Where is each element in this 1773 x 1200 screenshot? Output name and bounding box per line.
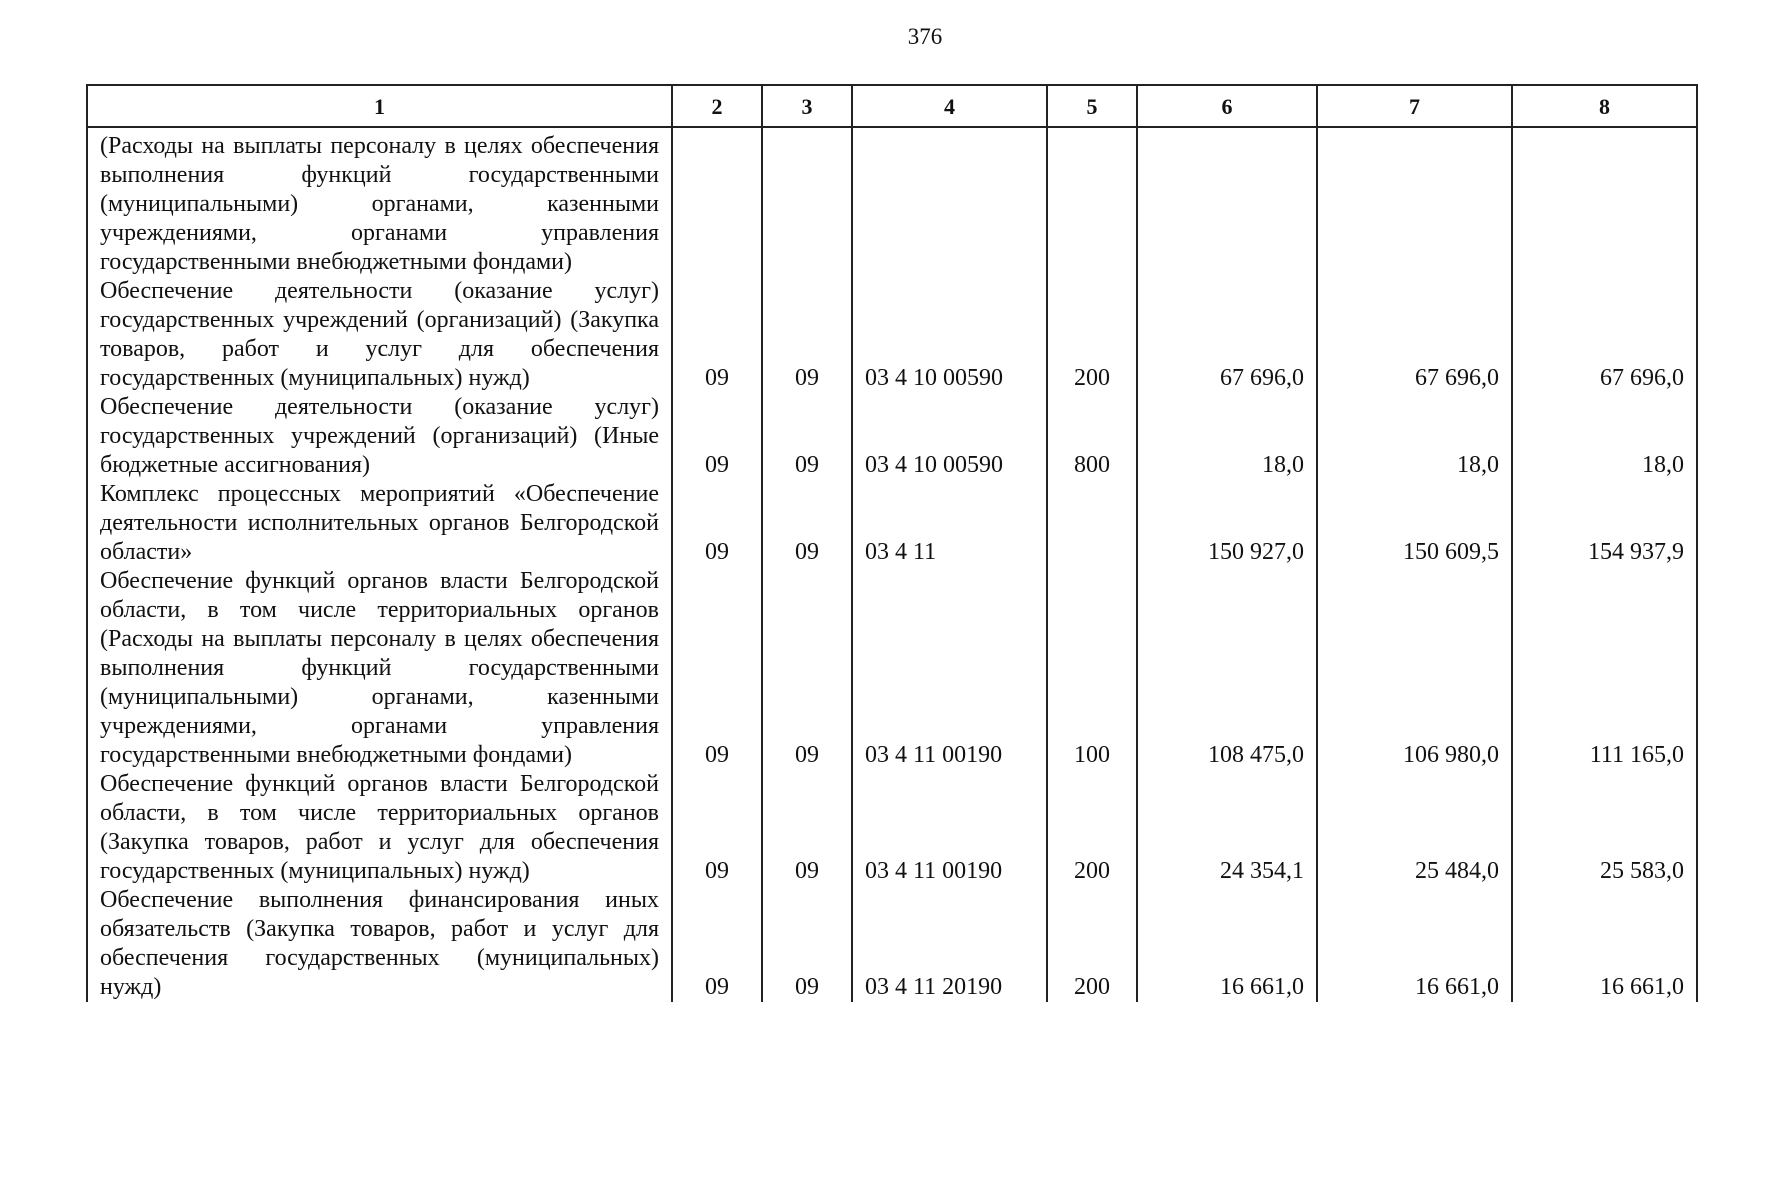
column-header-7: 7 — [1317, 85, 1512, 127]
expense-name: Обеспечение деятельности (оказание услуг) государственных учреждений (организаций) (Иные бюджетные ассигнования) — [87, 393, 672, 480]
target-article-code: 03 4 11 — [852, 480, 1047, 567]
expense-type-code: 200 — [1047, 886, 1137, 1002]
expense-name: Обеспечение функций органов власти Белгородской области, в том числе территориальных органов (Расходы на выплаты персоналу в целях обеспечения выполнения функций государственными (муниципальными) органами, казенными учреждениями, органами управления государственными внебюджетными фондами) — [87, 567, 672, 770]
target-article-code: 03 4 10 00590 — [852, 277, 1047, 393]
header-row — [87, 85, 1697, 127]
expense-type-code — [1047, 127, 1137, 277]
subsection-code — [762, 127, 852, 277]
table-body — [87, 127, 1697, 1002]
amount-col-6: 67 696,0 — [1137, 277, 1317, 393]
amount-col-6: 24 354,1 — [1137, 770, 1317, 886]
amount-col-8 — [1512, 127, 1697, 277]
section-code: 09 — [672, 770, 762, 886]
expense-type-code: 200 — [1047, 277, 1137, 393]
column-header-6: 6 — [1137, 85, 1317, 127]
subsection-code: 09 — [762, 567, 852, 770]
expense-type-code: 200 — [1047, 770, 1137, 886]
amount-col-7: 106 980,0 — [1317, 567, 1512, 770]
amount-col-8: 67 696,0 — [1512, 277, 1697, 393]
table-row — [87, 567, 1697, 770]
amount-col-8: 16 661,0 — [1512, 886, 1697, 1002]
amount-col-7: 67 696,0 — [1317, 277, 1512, 393]
amount-col-7 — [1317, 127, 1512, 277]
amount-col-7: 16 661,0 — [1317, 886, 1512, 1002]
column-header-3: 3 — [762, 85, 852, 127]
amount-col-8: 18,0 — [1512, 393, 1697, 480]
column-header-1: 1 — [87, 85, 672, 127]
target-article-code: 03 4 11 00190 — [852, 567, 1047, 770]
amount-col-8: 111 165,0 — [1512, 567, 1697, 770]
subsection-code: 09 — [762, 770, 852, 886]
target-article-code: 03 4 10 00590 — [852, 393, 1047, 480]
subsection-code: 09 — [762, 277, 852, 393]
column-header-8: 8 — [1512, 85, 1697, 127]
section-code: 09 — [672, 480, 762, 567]
section-code: 09 — [672, 393, 762, 480]
table-row — [87, 886, 1697, 1002]
table-row — [87, 480, 1697, 567]
expense-name: (Расходы на выплаты персоналу в целях обеспечения выполнения функций государственными (муниципальными) органами, казенными учреждениями, органами управления государственными внебюджетными фондами) — [87, 127, 672, 277]
amount-col-7: 18,0 — [1317, 393, 1512, 480]
target-article-code: 03 4 11 20190 — [852, 886, 1047, 1002]
amount-col-8: 154 937,9 — [1512, 480, 1697, 567]
table-row — [87, 127, 1697, 277]
table-row — [87, 770, 1697, 886]
amount-col-6: 16 661,0 — [1137, 886, 1317, 1002]
amount-col-6: 18,0 — [1137, 393, 1317, 480]
column-header-5: 5 — [1047, 85, 1137, 127]
column-header-4: 4 — [852, 85, 1047, 127]
amount-col-8: 25 583,0 — [1512, 770, 1697, 886]
section-code — [672, 127, 762, 277]
amount-col-7: 25 484,0 — [1317, 770, 1512, 886]
expense-type-code: 800 — [1047, 393, 1137, 480]
expense-name: Обеспечение выполнения финансирования иных обязательств (Закупка товаров, работ и услуг для обеспечения государственных (муниципальных) нужд) — [87, 886, 672, 1002]
section-code: 09 — [672, 277, 762, 393]
page-number: 376 — [907, 24, 943, 49]
table-row — [87, 277, 1697, 393]
target-article-code: 03 4 11 00190 — [852, 770, 1047, 886]
expense-name: Комплекс процессных мероприятий «Обеспечение деятельности исполнительных органов Белгородской области» — [87, 480, 672, 567]
subsection-code: 09 — [762, 886, 852, 1002]
amount-col-6: 108 475,0 — [1137, 567, 1317, 770]
table-row — [87, 393, 1697, 480]
expense-name: Обеспечение функций органов власти Белгородской области, в том числе территориальных органов (Закупка товаров, работ и услуг для обеспечения государственных (муниципальных) нужд) — [87, 770, 672, 886]
budget-table — [86, 84, 1698, 1002]
subsection-code: 09 — [762, 480, 852, 567]
amount-col-7: 150 609,5 — [1317, 480, 1512, 567]
amount-col-6: 150 927,0 — [1137, 480, 1317, 567]
expense-name: Обеспечение деятельности (оказание услуг) государственных учреждений (организаций) (Закупка товаров, работ и услуг для обеспечения государственных (муниципальных) нужд) — [87, 277, 672, 393]
subsection-code: 09 — [762, 393, 852, 480]
column-header-2: 2 — [672, 85, 762, 127]
section-code: 09 — [672, 886, 762, 1002]
expense-type-code: 100 — [1047, 567, 1137, 770]
expense-type-code — [1047, 480, 1137, 567]
section-code: 09 — [672, 567, 762, 770]
amount-col-6 — [1137, 127, 1317, 277]
target-article-code — [852, 127, 1047, 277]
table-header — [87, 85, 1697, 127]
